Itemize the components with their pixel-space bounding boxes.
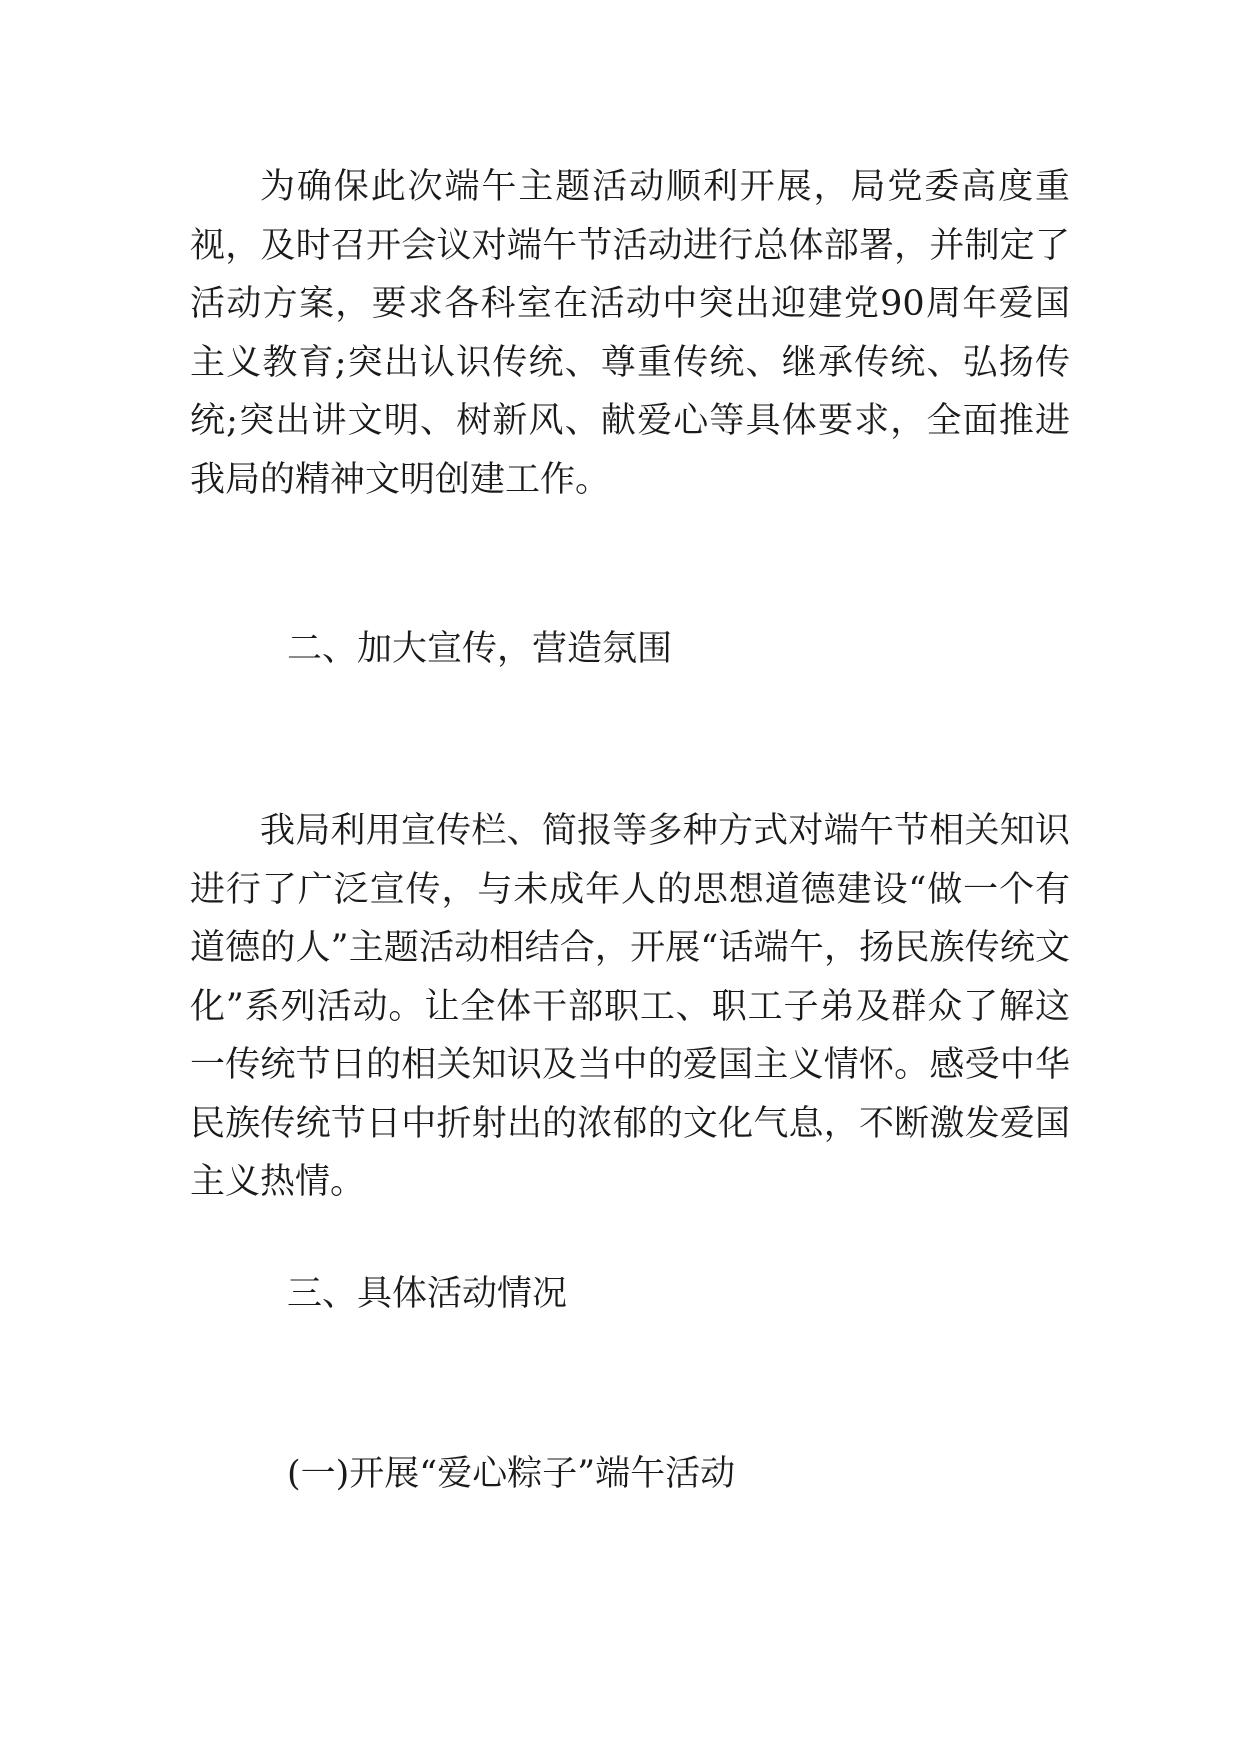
body-paragraph-planning: 为确保此次端午主题活动顺利开展，局党委高度重视，及时召开会议对端午节活动进行总体部署，并制定了活动方案，要求各科室在活动中突出迎建党90周年爱国主义教育;突出认识传统、尊重传统、继承传统、弘扬传统;突出讲文明、树新风、献爱心等具体要求，全面推进我局的精神文明创建工作。	[190, 167, 1070, 500]
section-heading-activities: 三、具体活动情况	[287, 1274, 568, 1314]
subsection-heading-zongzi: (一)开展“爱心粽子”端午活动	[287, 1454, 736, 1494]
section-heading-publicity: 二、加大宣传，营造氛围	[287, 629, 673, 669]
body-paragraph-publicity: 我局利用宣传栏、简报等多种方式对端午节相关知识进行了广泛宣传，与未成年人的思想道德建设“做一个有道德的人”主题活动相结合，开展“话端午，扬民族传统文化”系列活动。让全体干部职工、职工子弟及群众了解这一传统节日的相关知识及当中的爱国主义情怀。感受中华民族传统节日中折射出的浓郁的文化气息，不断激发爱国主义热情。	[190, 811, 1070, 1202]
